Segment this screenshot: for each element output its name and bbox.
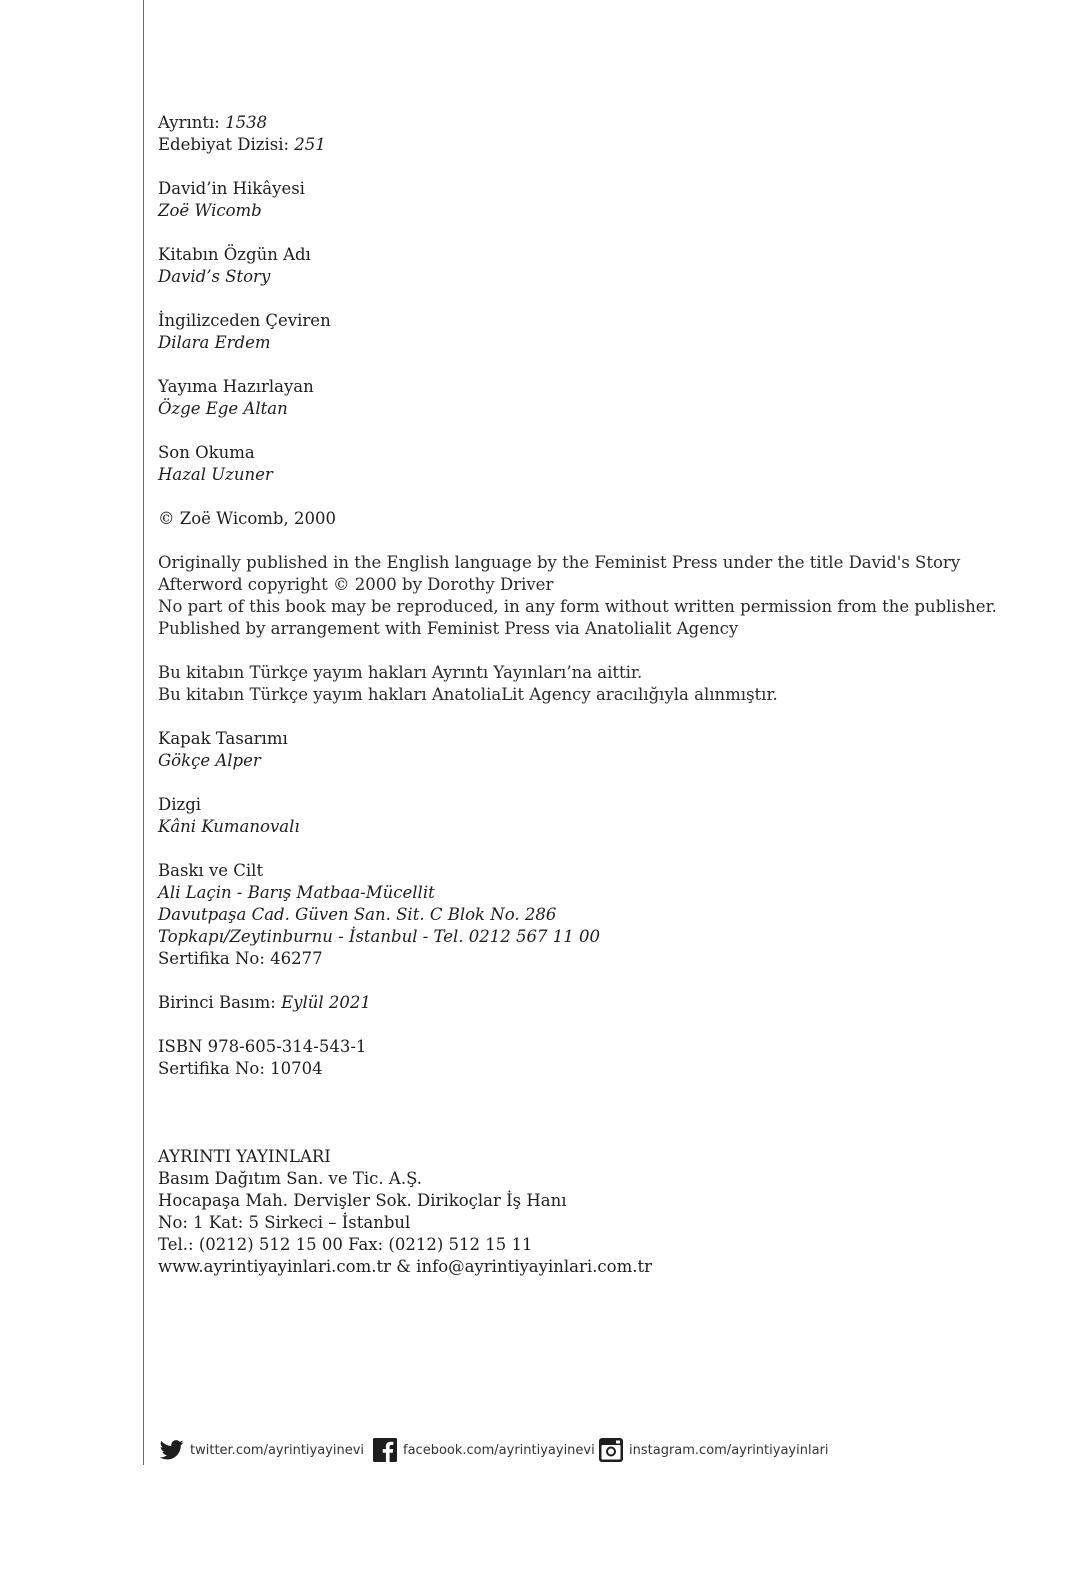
credit-name: Özge Ege Altan	[158, 399, 288, 418]
credit-name: Hazal Uzuner	[158, 465, 273, 484]
imprint-page	[158, 112, 1038, 1278]
rights-tr-line: Bu kitabın Türkçe yayım hakları AnatoliaLit Agency aracılığıyla alınmıştır.	[158, 685, 778, 704]
social-instagram[interactable]	[599, 1438, 829, 1462]
copyright-notice: © Zoë Wicomb, 2000	[158, 509, 336, 528]
instagram-icon	[599, 1438, 623, 1462]
publisher-line: Basım Dağıtım San. ve Tic. A.Ş.	[158, 1169, 423, 1188]
facebook-icon	[373, 1438, 397, 1462]
design-role: Dizgi	[158, 795, 202, 814]
original-title-label: Kitabın Özgün Adı	[158, 245, 311, 264]
social-twitter[interactable]	[160, 1438, 364, 1462]
design-name: Kâni Kumanovalı	[158, 817, 300, 836]
publisher-line: No: 1 Kat: 5 Sirkeci – İstanbul	[158, 1213, 411, 1232]
credit-role: İngilizceden Çeviren	[158, 311, 331, 330]
series-line-ayrinti: Ayrıntı: 1538	[158, 113, 268, 132]
margin-rule	[143, 0, 144, 1465]
rights-tr-line: Bu kitabın Türkçe yayım hakları Ayrıntı Yayınları’na aittir.	[158, 663, 643, 682]
credit-name: Dilara Erdem	[158, 333, 271, 352]
book-author: Zoë Wicomb	[158, 201, 262, 220]
rights-en-line: Published by arrangement with Feminist Press via Anatolialit Agency	[158, 619, 739, 638]
twitter-icon	[160, 1438, 184, 1462]
design-role: Kapak Tasarımı	[158, 729, 288, 748]
publisher-name: AYRINTI YAYINLARI	[158, 1147, 331, 1166]
publisher-line: Hocapaşa Mah. Dervişler Sok. Dirikoçlar İş Hanı	[158, 1191, 567, 1210]
book-title: David’in Hikâyesi	[158, 179, 305, 198]
isbn: ISBN 978-605-314-543-1	[158, 1037, 367, 1056]
rights-en-line: Afterword copyright © 2000 by Dorothy Driver	[158, 575, 554, 594]
publisher-web: www.ayrintiyayinlari.com.tr & info@ayrintiyayinlari.com.tr	[158, 1257, 652, 1276]
isbn-certificate: Sertifika No: 10704	[158, 1059, 323, 1078]
credit-role: Son Okuma	[158, 443, 255, 462]
social-facebook[interactable]	[373, 1438, 595, 1462]
rights-en-line: Originally published in the English language by the Feminist Press under the title David's Story	[158, 553, 961, 572]
rights-en-line: No part of this book may be reproduced, in any form without written permission from the publisher.	[158, 597, 997, 616]
original-title: David’s Story	[158, 267, 271, 286]
publisher-line: Tel.: (0212) 512 15 00 Fax: (0212) 512 15 11	[158, 1235, 533, 1254]
edition-line: Birinci Basım: Eylül 2021	[158, 993, 371, 1012]
design-name: Gökçe Alper	[158, 751, 261, 770]
social-facebook-text: facebook.com/ayrintiyayinevi	[403, 1442, 595, 1458]
printing-line: Topkapı/Zeytinburnu - İstanbul - Tel. 0212 567 11 00	[158, 927, 601, 946]
credit-role: Yayıma Hazırlayan	[158, 377, 314, 396]
social-links	[160, 1438, 1020, 1468]
printing-line: Davutpaşa Cad. Güven San. Sit. C Blok No. 286	[158, 905, 557, 924]
printing-certificate: Sertifika No: 46277	[158, 949, 323, 968]
printing-line: Ali Laçin - Barış Matbaa-Mücellit	[158, 883, 435, 902]
series-line-edebiyat: Edebiyat Dizisi: 251	[158, 135, 326, 154]
social-instagram-text: instagram.com/ayrintiyayinlari	[629, 1442, 829, 1458]
printing-label: Baskı ve Cilt	[158, 861, 264, 880]
social-twitter-text: twitter.com/ayrintiyayinevi	[190, 1442, 365, 1458]
